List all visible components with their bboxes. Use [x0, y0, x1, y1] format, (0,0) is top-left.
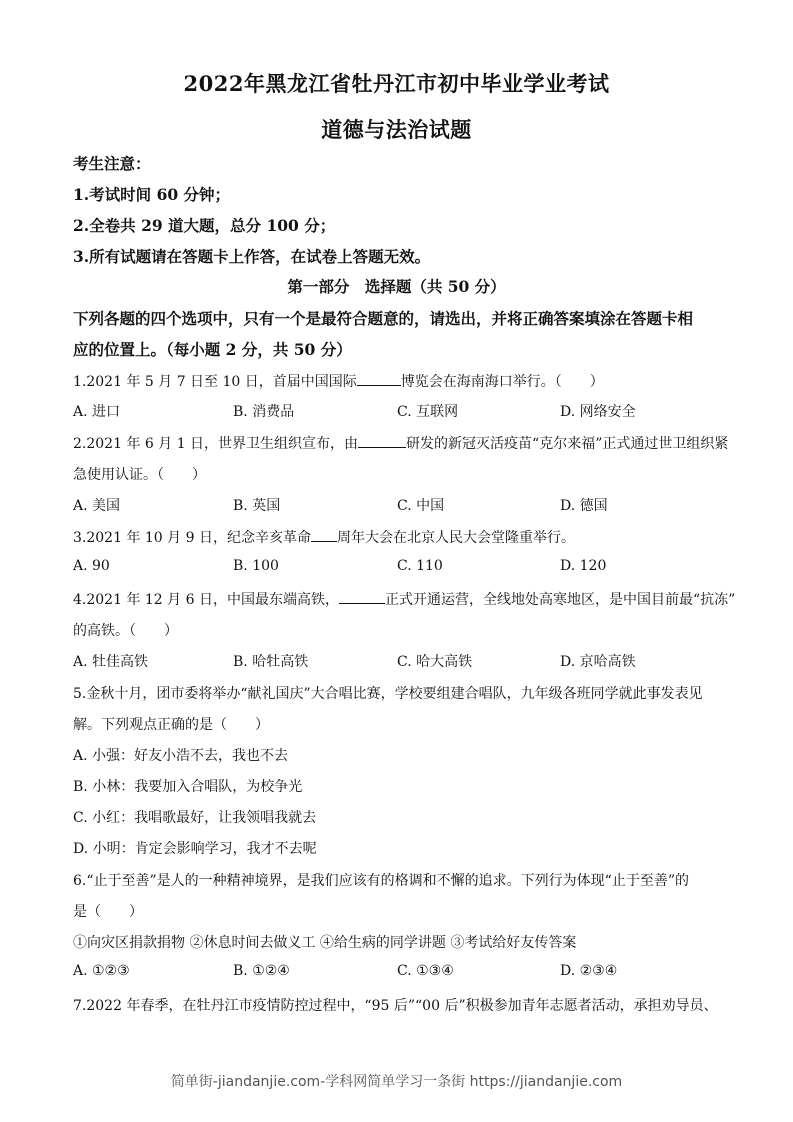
option-d: D. ②③④ [560, 963, 618, 979]
option-c: C. 中国 [397, 498, 445, 514]
option-a: A. 90 [73, 558, 110, 574]
notice-item-2: 2.全卷共 29 道大题，总分 100 分； [73, 216, 336, 235]
question-number: 3. [73, 530, 87, 546]
option-a: A. ①②③ [73, 963, 130, 979]
question-4-line2: 的高铁。（ ） [73, 623, 178, 639]
question-text: 2022 年春季，在牡丹江市疫情防控过程中，“95 后”“00 后”积极参加青年志愿者活动，承担劝导员、 [86, 998, 718, 1014]
question-text: 金秋十月，团市委将举办“献礼国庆”大合唱比赛，学校要组建合唱队，九年级各班同学就此事发表见 [86, 686, 703, 702]
option-c: C. ①③④ [397, 963, 454, 979]
option-c: C. 互联网 [397, 404, 459, 420]
option-d: D. 120 [560, 558, 607, 574]
question-1 [73, 371, 604, 391]
option-a: A. 进口 [73, 404, 121, 420]
question-text: 2021 年 12 月 6 日，中国最东端高铁， [86, 592, 339, 608]
footer-watermark: 简单街-jiandanjie.com-学科网简单学习一条街 https://jiandanjie.com [170, 1074, 623, 1090]
option-d: D. 小明：肯定会影响学习，我才不去呢 [73, 841, 317, 857]
section-instructions-line1: 下列各题的四个选项中，只有一个是最符合题意的，请选出，并将正确答案填涂在答题卡相 [73, 309, 694, 328]
option-d: D. 网络安全 [560, 404, 636, 420]
exam-title: 2022年黑龙江省牡丹江市初中毕业学业考试 [183, 71, 610, 96]
section-instructions-line2: 应的位置上。（每小题 2 分，共 50 分） [73, 340, 352, 359]
question-number: 7. [73, 998, 87, 1014]
question-number: 1. [73, 374, 87, 390]
option-d: D. 德国 [560, 498, 608, 514]
notice-item-1: 1.考试时间 60 分钟； [73, 185, 231, 204]
question-text: 周年大会在北京人民大会堂隆重举行。 [336, 530, 575, 546]
option-d: D. 京哈高铁 [560, 654, 636, 670]
question-text: “止于至善”是人的一种精神境界，是我们应该有的格调和不懈的追求。下列行为体现“止于至善”的 [86, 873, 689, 889]
answer-blank [339, 590, 385, 604]
option-a: A. 牡佳高铁 [73, 654, 149, 670]
answer-blank [311, 528, 337, 542]
question-4 [73, 589, 735, 609]
question-text: 2021 年 10 月 9 日，纪念辛亥革命 [86, 530, 311, 546]
option-b: B. 英国 [233, 498, 281, 514]
option-a: A. 小强：好友小浩不去，我也不去 [73, 748, 289, 764]
question-number: 2. [73, 436, 87, 452]
question-text: 博览会在海南海口举行。（ ） [400, 374, 604, 390]
notice-heading: 考生注意： [73, 154, 151, 173]
question-number: 6. [73, 873, 87, 889]
question-number: 4. [73, 592, 87, 608]
option-b: B. 消费品 [233, 404, 295, 420]
answer-blank [358, 434, 406, 448]
question-3 [73, 527, 575, 547]
question-6 [73, 870, 689, 890]
question-text: 2021 年 6 月 1 日，世界卫生组织宣布，由 [86, 436, 359, 452]
question-text: 正式开通运营，全线地处高寒地区，是中国目前最“抗冻” [384, 592, 736, 608]
option-b: B. 小林：我要加入合唱队，为校争光 [73, 779, 303, 795]
question-2 [73, 433, 728, 453]
answer-blank [357, 372, 401, 386]
notice-item-3: 3.所有试题请在答题卡上作答，在试卷上答题无效。 [73, 247, 431, 266]
question-text: 研发的新冠灭活疫苗“克尔来福”正式通过世卫组织紧 [406, 436, 729, 452]
section-title: 第一部分 选择题（共 50 分） [287, 277, 506, 296]
question-5-line2: 解。下列观点正确的是（ ） [73, 717, 269, 733]
question-text: 2021 年 5 月 7 日至 10 日，首届中国国际 [86, 374, 357, 390]
question-2-line2: 急使用认证。（ ） [73, 467, 206, 483]
exam-subtitle: 道德与法治试题 [321, 117, 472, 142]
option-b: B. 100 [233, 558, 279, 574]
option-c: C. 哈大高铁 [397, 654, 473, 670]
option-a: A. 美国 [73, 498, 121, 514]
option-c: C. 110 [397, 558, 443, 574]
question-5 [73, 683, 703, 703]
question-number: 5. [73, 686, 87, 702]
question-6-line2: 是（ ） [73, 904, 143, 920]
option-b: B. 哈牡高铁 [233, 654, 309, 670]
question-6-statements: ①向灾区捐款捐物 ②休息时间去做义工 ④给生病的同学讲题 ③考试给好友传答案 [73, 935, 577, 951]
option-c: C. 小红：我唱歌最好，让我领唱我就去 [73, 810, 317, 826]
option-b: B. ①②④ [233, 963, 290, 979]
question-7 [73, 995, 718, 1015]
